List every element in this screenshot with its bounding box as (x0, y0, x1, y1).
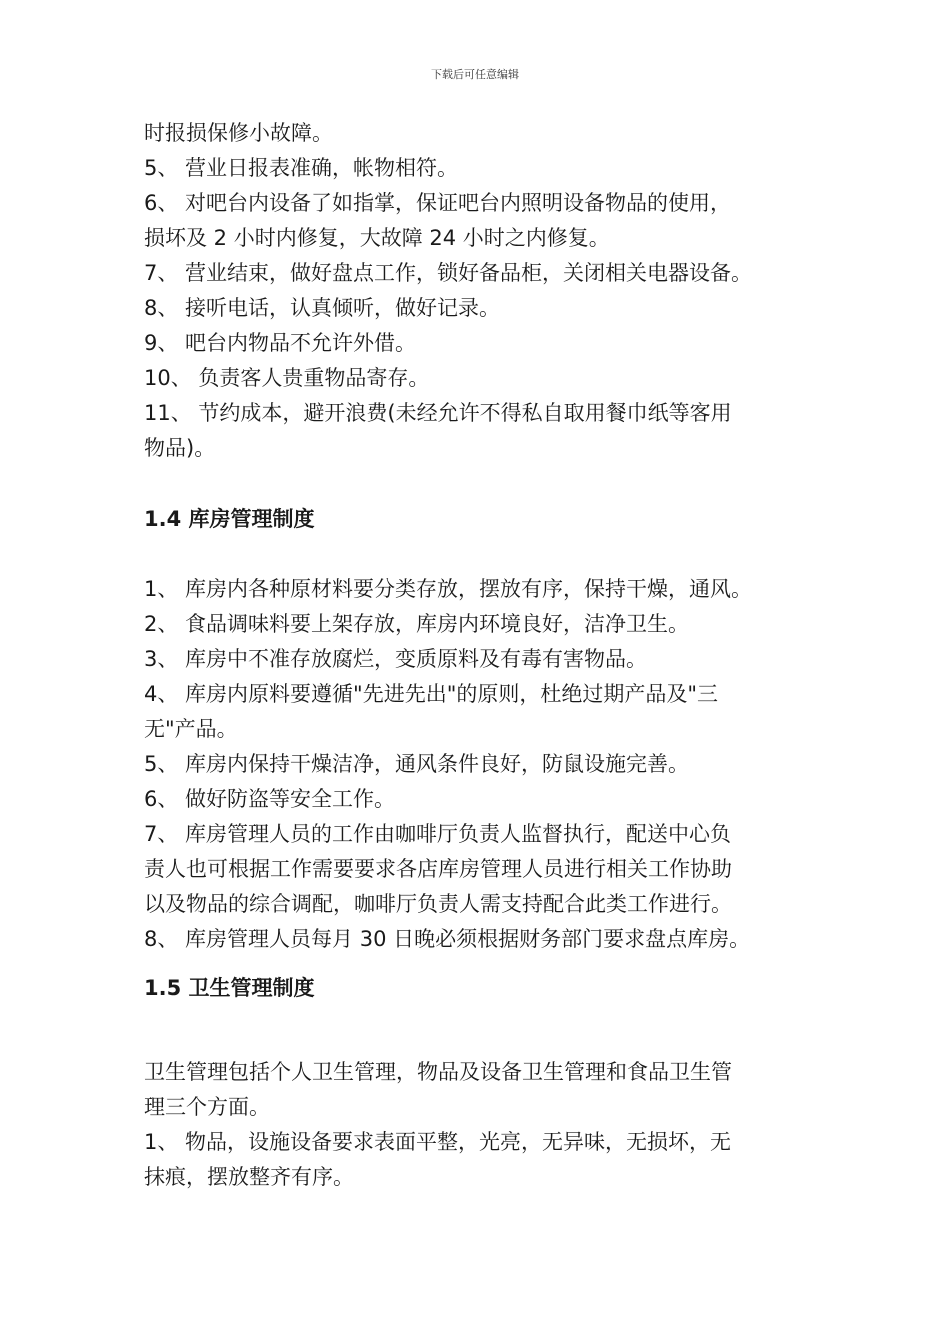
list-item-8: 8、 接听电话，认真倾听，做好记录。 (144, 296, 501, 320)
paragraph-line: 抹痕，摆放整齐有序。 (144, 1165, 354, 1189)
list-item-6: 6、 对吧台内设备了如指掌，保证吧台内照明设备物品的使用， (144, 191, 732, 215)
page-header: 下载后可任意编辑 (431, 68, 519, 81)
list-item-7: 7、 库房管理人员的工作由咖啡厅负责人监督执行，配送中心负 (144, 822, 732, 846)
list-item-8: 8、 库房管理人员每月 30 日晚必须根据财务部门要求盘点库房。 (144, 927, 751, 951)
list-item-5: 5、 库房内保持干燥洁净，通风条件良好，防鼠设施完善。 (144, 752, 690, 776)
list-item-11: 11、 节约成本，避开浪费(未经允许不得私自取用餐巾纸等客用 (144, 401, 732, 425)
paragraph-line: 损坏及 2 小时内修复，大故障 24 小时之内修复。 (144, 226, 610, 250)
document-body (144, 116, 810, 1195)
section-1-4-body (144, 572, 810, 957)
section-1-3-continued (144, 116, 810, 466)
paragraph-line: 无"产品。 (144, 717, 238, 741)
list-item-7: 7、 营业结束，做好盘点工作，锁好备品柜，关闭相关电器设备。 (144, 261, 753, 285)
paragraph-line: 时报损保修小故障。 (144, 121, 333, 145)
list-item-5: 5、 营业日报表准确，帐物相符。 (144, 156, 459, 180)
list-item-6: 6、 做好防盗等安全工作。 (144, 787, 396, 811)
list-item-1: 1、 物品，设施设备要求表面平整，光亮，无异味，无损坏，无 (144, 1130, 732, 1154)
list-item-9: 9、 吧台内物品不允许外借。 (144, 331, 417, 355)
paragraph-line: 卫生管理包括个人卫生管理，物品及设备卫生管理和食品卫生管 (144, 1060, 732, 1084)
list-item-1: 1、 库房内各种原材料要分类存放，摆放有序，保持干燥，通风。 (144, 577, 753, 601)
paragraph-line: 责人也可根据工作需要要求各店库房管理人员进行相关工作协助 (144, 857, 732, 881)
spacer (144, 537, 810, 572)
paragraph-line: 理三个方面。 (144, 1095, 270, 1119)
paragraph-line: 以及物品的综合调配，咖啡厅负责人需支持配合此类工作进行。 (144, 892, 732, 916)
paragraph-line: 物品)。 (144, 436, 216, 460)
list-item-4: 4、 库房内原料要遵循"先进先出"的原则，杜绝过期产品及"三 (144, 682, 719, 706)
section-heading-1-5: 1.5 卫生管理制度 (144, 976, 315, 1000)
spacer (144, 957, 810, 971)
spacer (144, 1006, 810, 1055)
list-item-10: 10、 负责客人贵重物品寄存。 (144, 366, 430, 390)
spacer (144, 466, 810, 502)
list-item-3: 3、 库房中不准存放腐烂，变质原料及有毒有害物品。 (144, 647, 648, 671)
section-heading-1-4: 1.4 库房管理制度 (144, 507, 315, 531)
section-1-5-body (144, 1055, 810, 1195)
list-item-2: 2、 食品调味料要上架存放，库房内环境良好，洁净卫生。 (144, 612, 690, 636)
